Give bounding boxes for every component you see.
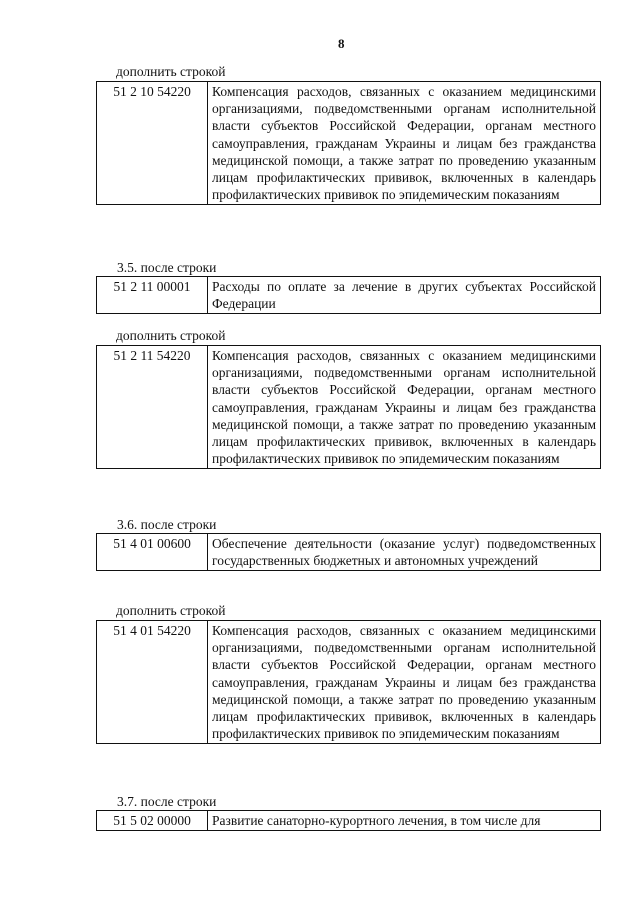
section-label: 3.5. после строки xyxy=(117,260,217,275)
table-row xyxy=(97,277,601,314)
budget-code-table xyxy=(96,345,601,469)
budget-description-cell: Развитие санаторно-курортного лечения, в том числе для xyxy=(208,811,601,831)
table-row xyxy=(97,82,601,205)
budget-code-cell: 51 4 01 00600 xyxy=(97,534,208,571)
section-label: 3.6. после строки xyxy=(117,517,217,532)
budget-description-cell: Компенсация расходов, связанных с оказанием медицинскими организациями, подведомственными органам исполнительной власти субъектов Российской Федерации, органам местного самоуправления, гражданам Украины и лицам без гражданства медицинской помощи, а также затрат по проведению указанным лицам профилактических прививок, включенных в календарь профилактических прививок по эпидемическим показаниям xyxy=(208,82,601,205)
budget-code-table xyxy=(96,810,601,831)
table-row xyxy=(97,346,601,469)
page-number: 8 xyxy=(338,36,345,51)
table-row xyxy=(97,811,601,831)
budget-code-table xyxy=(96,533,601,571)
budget-code-table xyxy=(96,276,601,314)
budget-description-cell: Обеспечение деятельности (оказание услуг) подведомственных государственных бюджетных и автономных учреждений xyxy=(208,534,601,571)
table-row xyxy=(97,621,601,744)
section-label: дополнить строкой xyxy=(116,603,226,618)
budget-code-cell: 51 2 10 54220 xyxy=(97,82,208,205)
budget-code-cell: 51 4 01 54220 xyxy=(97,621,208,744)
budget-description-cell: Компенсация расходов, связанных с оказанием медицинскими организациями, подведомственными органам исполнительной власти субъектов Российской Федерации, органам местного самоуправления, гражданам Украины и лицам без гражданства медицинской помощи, а также затрат по проведению указанным лицам профилактических прививок, включенных в календарь профилактических прививок по эпидемическим показаниям xyxy=(208,621,601,744)
table-row xyxy=(97,534,601,571)
budget-code-cell: 51 2 11 54220 xyxy=(97,346,208,469)
section-label: 3.7. после строки xyxy=(117,794,217,809)
budget-description-cell: Расходы по оплате за лечение в других субъектах Российской Федерации xyxy=(208,277,601,314)
budget-description-cell: Компенсация расходов, связанных с оказанием медицинскими организациями, подведомственными органам исполнительной власти субъектов Российской Федерации, органам местного самоуправления, гражданам Украины и лицам без гражданства медицинской помощи, а также затрат по проведению указанным лицам профилактических прививок, включенных в календарь профилактических прививок по эпидемическим показаниям xyxy=(208,346,601,469)
budget-code-cell: 51 5 02 00000 xyxy=(97,811,208,831)
section-label: дополнить строкой xyxy=(116,328,226,343)
budget-code-table xyxy=(96,620,601,744)
budget-code-table xyxy=(96,81,601,205)
budget-code-cell: 51 2 11 00001 xyxy=(97,277,208,314)
section-label: дополнить строкой xyxy=(116,64,226,79)
